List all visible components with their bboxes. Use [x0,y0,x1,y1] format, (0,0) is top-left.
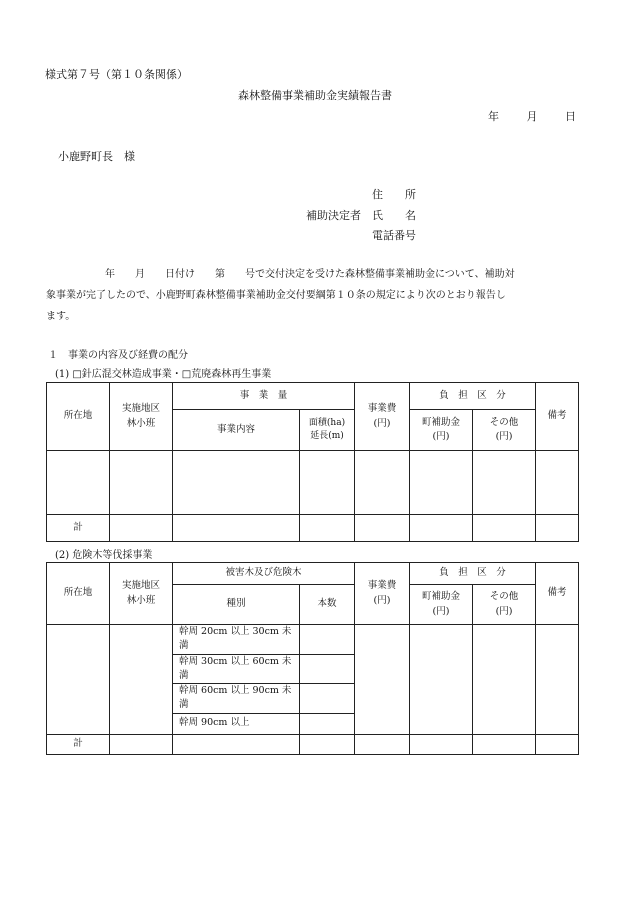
t1-cell[interactable] [300,515,355,542]
t2-district-line1: 実施地区 [121,580,160,592]
addressee: 小鹿野町長 様 [58,150,135,163]
t2-header-other [473,585,536,625]
phone-label: 電話番号 [372,229,416,242]
t2-cost-line2: (円) [373,594,391,606]
t1-header-area [300,410,355,451]
t2-cell[interactable] [300,734,355,754]
t1-cell[interactable] [110,515,173,542]
form-number: 様式第７号（第１０条関係） [45,68,188,81]
t1-header-district [110,383,173,451]
t1-header-town-subsidy [410,410,473,451]
date-month: 月 [526,110,538,123]
t2-cell[interactable] [536,734,579,754]
t2-district-line2: 林小班 [126,594,156,606]
date-line [488,108,576,124]
body-line-2: 象事業が完了したので、小鹿野町森林整備事業補助金交付要綱第１０条の規定により次のとおり報告し [46,290,506,301]
t1-town-line2: (円) [432,431,450,442]
t1-header-other [473,410,536,451]
t1-total-row [47,515,579,542]
t1-header-location: 所在地 [47,383,110,451]
body-line-1: 年 月 日付け 第 号で交付決定を受けた森林整備事業補助金について、補助対 [105,269,515,280]
t1-total-label: 計 [47,515,110,542]
t2-header-kind: 種別 [173,585,300,625]
t1-other-line1: その他 [489,416,519,428]
t1-cost-line1: 事業費 [367,403,397,415]
body-line-3: ます。 [46,311,76,322]
t1-cell[interactable] [300,451,355,515]
t2-location-cell[interactable] [47,625,110,735]
t2-kind-cell: 幹周 60cm 以上 90cm 未満 [173,684,300,714]
t1-district-line1: 実施地区 [121,403,160,415]
t1-other-line2: (円) [495,431,513,442]
t2-town-line2: (円) [432,605,450,617]
t1-cell[interactable] [173,515,300,542]
t1-cell[interactable] [410,515,473,542]
date-day: 日 [565,110,576,123]
t2-kind-cell: 幹周 90cm 以上 [173,713,300,734]
name-label: 氏 名 [372,209,416,222]
applicant-role-label: 補助決定者 [306,209,361,222]
t1-area-line2: 延長(m) [310,431,344,441]
table-forest-projects [46,382,579,542]
t2-district-cell[interactable] [110,625,173,735]
t2-town-cell[interactable] [410,625,473,735]
table-hazard-trees [46,562,579,755]
t2-count-cell[interactable] [300,713,355,734]
t1-cell[interactable] [536,515,579,542]
t2-other-line2: (円) [495,605,513,617]
t2-cell[interactable] [110,734,173,754]
t1-cell[interactable] [473,515,536,542]
t1-header-volume: 事 業 量 [173,383,355,410]
document-title: 森林整備事業補助金実績報告書 [238,89,392,102]
t2-header-cost [355,563,410,625]
t2-cell[interactable] [173,734,300,754]
address-label: 住 所 [372,188,416,201]
t1-data-row [47,451,579,515]
t2-kind-cell: 幹周 20cm 以上 30cm 未満 [173,625,300,655]
t2-other-cell[interactable] [473,625,536,735]
t2-total-label: 計 [47,734,110,754]
t1-cell[interactable] [536,451,579,515]
t1-header-cost [355,383,410,451]
section-1-heading: １ 事業の内容及び経費の配分 [48,350,188,361]
t2-header-trees: 被害木及び危険木 [173,563,355,585]
t2-header-location: 所在地 [47,563,110,625]
date-year: 年 [488,110,499,123]
t1-cell[interactable] [355,451,410,515]
t2-cost-line1: 事業費 [367,580,397,592]
t1-header-content: 事業内容 [173,410,300,451]
t1-cell[interactable] [410,451,473,515]
t1-town-line1: 町補助金 [422,416,461,428]
t2-cost-cell[interactable] [355,625,410,735]
t2-count-cell[interactable] [300,625,355,655]
t1-header-burden: 負 担 区 分 [410,383,536,410]
t2-town-line1: 町補助金 [422,591,461,603]
t1-cost-line2: (円) [373,417,391,429]
t2-header-town-subsidy [410,585,473,625]
t1-header-remarks: 備考 [536,383,579,451]
t2-count-cell[interactable] [300,654,355,684]
t2-cell[interactable] [410,734,473,754]
t2-other-line1: その他 [489,591,519,603]
t2-total-row [47,734,579,754]
t1-cell[interactable] [110,451,173,515]
t1-cell[interactable] [173,451,300,515]
t1-cell[interactable] [47,451,110,515]
t2-data-row [47,625,579,655]
t2-header-district [110,563,173,625]
t1-area-line1: 面積(ha) [308,417,346,428]
t1-district-line2: 林小班 [126,417,156,429]
t2-remarks-cell[interactable] [536,625,579,735]
t2-header-burden: 負 担 区 分 [410,563,536,585]
t1-cell[interactable] [355,515,410,542]
t2-cell[interactable] [355,734,410,754]
section-1-sub-1: (1) □針広混交林造成事業・□荒廃森林再生事業 [55,369,272,380]
t2-kind-cell: 幹周 30cm 以上 60cm 未満 [173,654,300,684]
section-1-sub-2: (2) 危険木等伐採事業 [55,550,153,561]
t2-header-remarks: 備考 [536,563,579,625]
t2-cell[interactable] [473,734,536,754]
t2-count-cell[interactable] [300,684,355,714]
t2-header-count: 本数 [300,585,355,625]
t1-cell[interactable] [473,451,536,515]
